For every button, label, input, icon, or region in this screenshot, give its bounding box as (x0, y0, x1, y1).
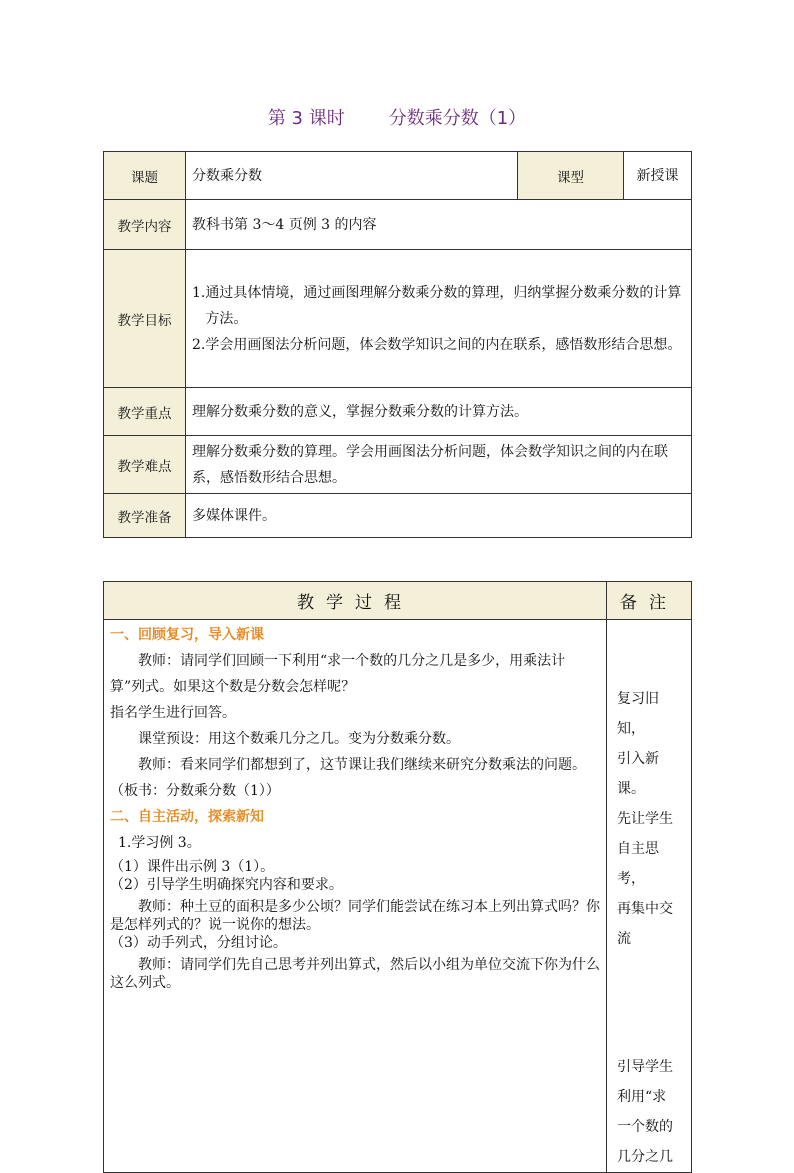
prep-row (104, 494, 692, 538)
difficulty-row (104, 436, 692, 494)
note-block-2: 引导学生 利用“求 一个数的 几分之几 (617, 1059, 673, 1165)
focus-value: 理解分数乘分数的意义，掌握分数乘分数的计算方法。 (186, 388, 692, 436)
lesson-info-table (103, 151, 692, 538)
type-label: 课型 (518, 152, 624, 200)
paragraph: 教师：看来同学们都想到了，这节课让我们继续来研究分数乘法的问题。（板书：分数乘分数（1）） (110, 757, 586, 799)
subject-value: 分数乘分数 (186, 152, 518, 200)
paragraph: 教师：请同学们回顾一下利用“求一个数的几分之几是多少，用乘法计算”列式。如果这个数是分数会怎样呢？ (110, 653, 566, 695)
paragraph: （2）引导学生明确探究内容和要求。 (110, 877, 343, 893)
objectives-row (104, 250, 692, 388)
objective-item: 2. 学会用画图法分析问题，体会数学知识之间的内在联系，感悟数形结合思想。 (192, 332, 685, 358)
difficulty-value: 理解分数乘分数的算理。学会用画图法分析问题，体会数学知识之间的内在联系，感悟数形结合思想。 (186, 436, 692, 494)
paragraph: 指名学生进行回答。 (110, 705, 236, 721)
section-heading: 一、回顾复习，导入新课 (110, 627, 264, 643)
paragraph: （1）课件出示例 3（1）。 (110, 859, 275, 875)
objective-text: 通过具体情境，通过画图理解分数乘分数的算理，归纳掌握分数乘分数的计算方法。 (205, 284, 682, 327)
objectives-list (186, 250, 692, 388)
objective-item: 1. 通过具体情境，通过画图理解分数乘分数的算理，归纳掌握分数乘分数的计算方法。 (192, 280, 685, 332)
content-value: 教科书第 3～4 页例 3 的内容 (186, 200, 692, 250)
focus-row (104, 388, 692, 436)
page-title (0, 104, 794, 130)
process-content (104, 620, 607, 1173)
lesson-number: 第 3 课时 (267, 108, 345, 129)
paragraph: 教师：种土豆的面积是多少公顷？同学们能尝试在练习本上列出算式吗？你是怎样列式的？说一说你的想法。 (110, 899, 600, 933)
notes-header: 备注 (607, 582, 692, 620)
teaching-process-table (103, 581, 692, 1173)
process-header-row (104, 582, 692, 620)
difficulty-label: 教学难点 (104, 436, 186, 494)
paragraph: 课堂预设：用这个数乘几分之几。变为分数乘分数。 (138, 731, 460, 747)
subject-row (104, 152, 692, 200)
section-heading: 二、自主活动，探索新知 (110, 809, 264, 825)
subject-label: 课题 (104, 152, 186, 200)
note-block-1: 复习旧知， 引入新课。 先让学生 自主思考， 再集中交 流 (617, 691, 673, 947)
process-header: 教学过程 (104, 582, 607, 620)
focus-label: 教学重点 (104, 388, 186, 436)
content-row (104, 200, 692, 250)
paragraph: （3）动手列式，分组讨论。 (110, 935, 287, 951)
prep-label: 教学准备 (104, 494, 186, 538)
notes-content (607, 620, 692, 1173)
paragraph: 教师：请同学们先自己思考并列出算式，然后以小组为单位交流下你为什么这么列式。 (110, 957, 600, 991)
lesson-topic: 分数乘分数（1） (388, 108, 527, 129)
process-body-row (104, 620, 692, 1173)
paragraph: 1.学习例 3。 (118, 835, 201, 851)
objectives-label: 教学目标 (104, 250, 186, 388)
objective-text: 学会用画图法分析问题，体会数学知识之间的内在联系，感悟数形结合思想。 (205, 336, 682, 353)
content-label: 教学内容 (104, 200, 186, 250)
type-value: 新授课 (624, 152, 692, 200)
prep-value: 多媒体课件。 (186, 494, 692, 538)
